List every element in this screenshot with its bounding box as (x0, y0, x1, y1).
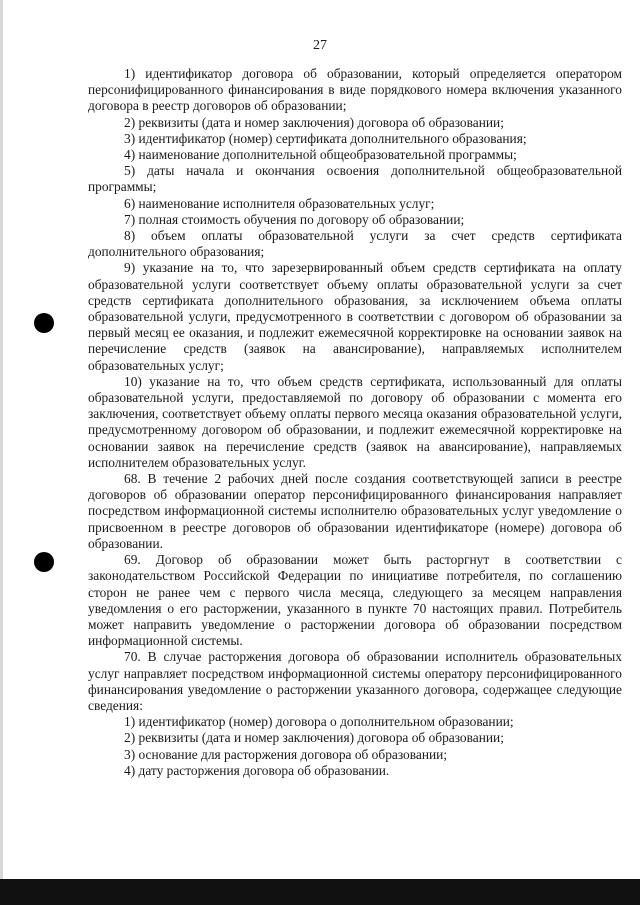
list-item-4: 4) наименование дополнительной общеобразовательной программы; (124, 147, 517, 163)
clause-69: 69. Договор об образовании может быть расторгнут в соответствии с законодательством Российской Федерации по инициативе потребителя, по соглашению сторон не ранее чем с первого числа месяца, следующего за месяцем направления уведомления о его расторжении, указанного в пункте 70 настоящих правил. Потребитель может направить уведомление о расторжении договора об образовании посредством информационной системы. (88, 552, 622, 649)
clause-70: 70. В случае расторжения договора об образовании исполнитель образовательных услуг направляет посредством информационной системы оператору персонифицированного финансирования уведомление о расторжении указанного договора, содержащее следующие сведения: (88, 649, 622, 713)
list-item-8: 8) объем оплаты образовательной услуги за счет средств сертификата дополнительного образования; (88, 228, 622, 260)
list-item-10: 10) указание на то, что объем средств сертификата, использованный для оплаты образовательной услуги, предоставляемой по договору об образовании с момента его заключения, соответствует объему оплаты первого месяца оказания образовательной услуги, предусмотренному договором об образовании, и подлежит ежемесячной корректировке на основании заявок на перечисление средств (заявок на авансирование), направляемых исполнителем образовательных услуг. (88, 373, 622, 470)
list-item-1: 1) идентификатор договора об образовании, который определяется оператором персонифицированного финансирования в виде порядкового номера включения указанного договора в реестр договоров об образовании; (88, 66, 622, 114)
clause-70-item-3: 3) основание для расторжения договора об образовании; (124, 746, 448, 762)
clause-70-item-2: 2) реквизиты (дата и номер заключения) договора об образовании; (124, 730, 504, 746)
scan-edge (0, 0, 3, 905)
list-item-6: 6) наименование исполнителя образовательных услуг; (124, 195, 435, 211)
list-item-3: 3) идентификатор (номер) сертификата дополнительного образования; (124, 130, 527, 146)
document-text (88, 66, 622, 779)
punch-hole-upper (34, 313, 54, 333)
list-item-7: 7) полная стоимость обучения по договору об образовании; (124, 211, 465, 227)
clause-68: 68. В течение 2 рабочих дней после создания соответствующей записи в реестре договоров об образовании оператор персонифицированного финансирования направляет посредством информационной системы исполнителю образовательных услуг уведомление о присвоенном в реестре договоров об образовании идентификаторе (номере) договора об образовании. (88, 471, 622, 551)
page-number: 27 (313, 38, 327, 53)
punch-hole-lower (34, 552, 54, 572)
list-item-2: 2) реквизиты (дата и номер заключения) договора об образовании; (124, 114, 504, 130)
clause-70-item-4: 4) дату расторжения договора об образовании. (124, 762, 390, 778)
list-item-9: 9) указание на то, что зарезервированный объем средств сертификата на оплату образовательной услуги соответствует объему оплаты образовательной услуги за счет средств сертификата дополнительного образования, за исключением объема оплаты образовательной услуги, предусмотренного в соответствии с договором об образовании за первый месяц ее оказания, и подлежит ежемесячной корректировке на основании заявок на перечисление средств (заявок на авансирование), направляемых исполнителем образовательных услуг; (88, 260, 622, 373)
list-item-5: 5) даты начала и окончания освоения дополнительной общеобразовательной программы; (88, 163, 622, 195)
clause-70-item-1: 1) идентификатор (номер) договора о дополнительном образовании; (124, 714, 514, 730)
scan-bottom-border (0, 879, 640, 905)
